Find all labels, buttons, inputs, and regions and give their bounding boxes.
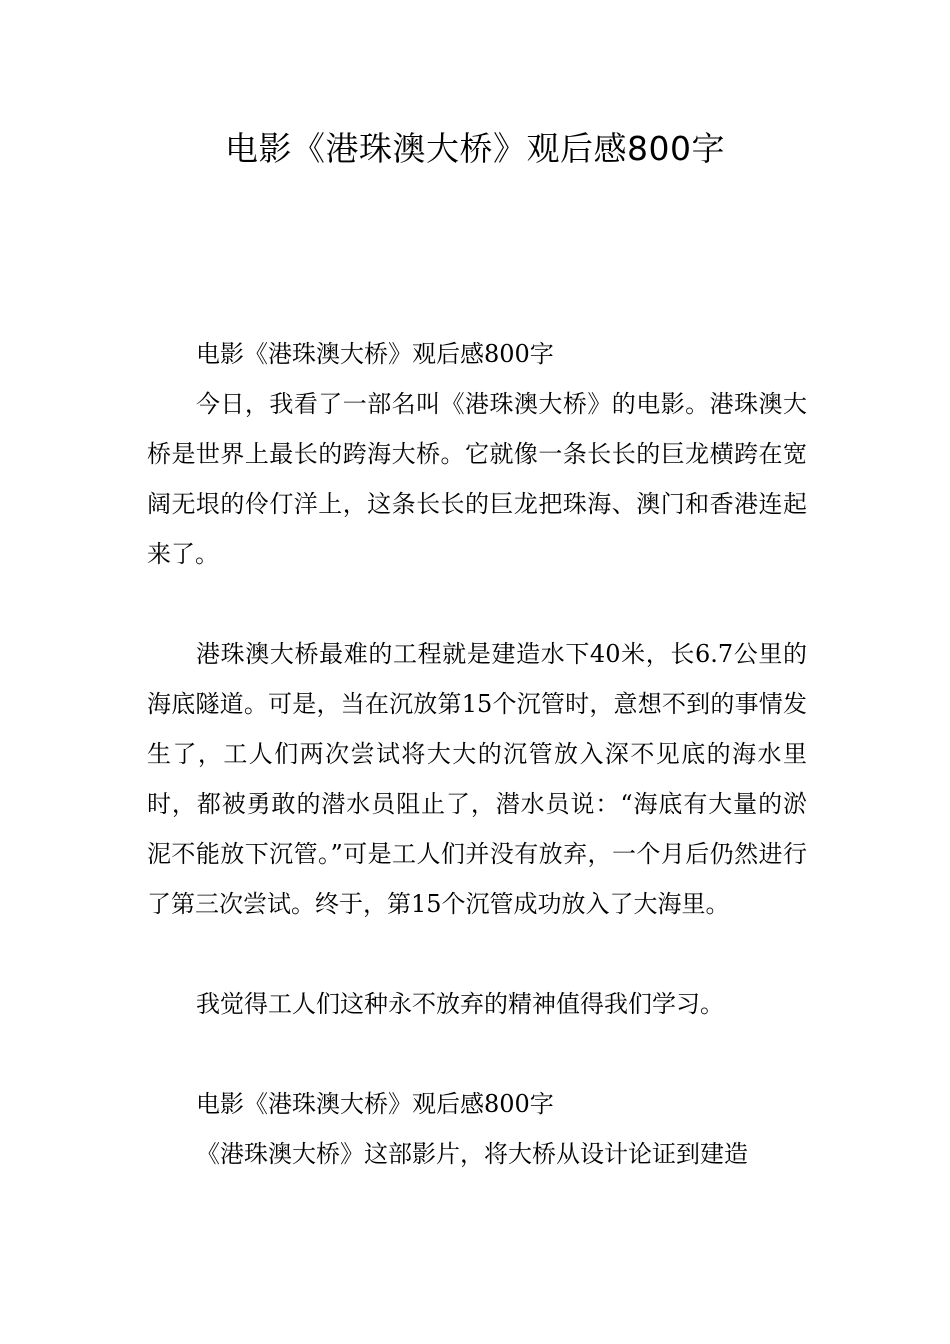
paragraph-gap	[147, 929, 807, 979]
section-heading: 电影《港珠澳大桥》观后感800字	[196, 1090, 554, 1118]
paragraph-gap	[147, 579, 807, 629]
paragraph: 今日，我看了一部名叫《港珠澳大桥》的电影。港珠澳大桥是世界上最长的跨海大桥。它就像一条长长的巨龙横跨在宽阔无垠的伶仃洋上，这条长长的巨龙把珠海、澳门和香港连起来了。	[147, 390, 807, 568]
document-title: 电影《港珠澳大桥》观后感800字	[225, 129, 725, 168]
paragraph: 我觉得工人们这种永不放弃的精神值得我们学习。	[196, 990, 724, 1018]
section-heading: 电影《港珠澳大桥》观后感800字	[196, 340, 554, 368]
paragraph-gap	[147, 1029, 807, 1079]
document-body	[147, 329, 807, 1179]
paragraph: 港珠澳大桥最难的工程就是建造水下40米，长6.7公里的海底隧道。可是，当在沉放第15个沉管时，意想不到的事情发生了，工人们两次尝试将大大的沉管放入深不见底的海水里时，都被勇敢的潜水员阻止了，潜水员说：“海底有大量的淤泥不能放下沉管。”可是工人们并没有放弃，一个月后仍然进行了第三次尝试。终于，第15个沉管成功放入了大海里。	[147, 640, 807, 918]
paragraph: 《港珠澳大桥》这部影片，将大桥从设计论证到建造	[196, 1140, 748, 1168]
